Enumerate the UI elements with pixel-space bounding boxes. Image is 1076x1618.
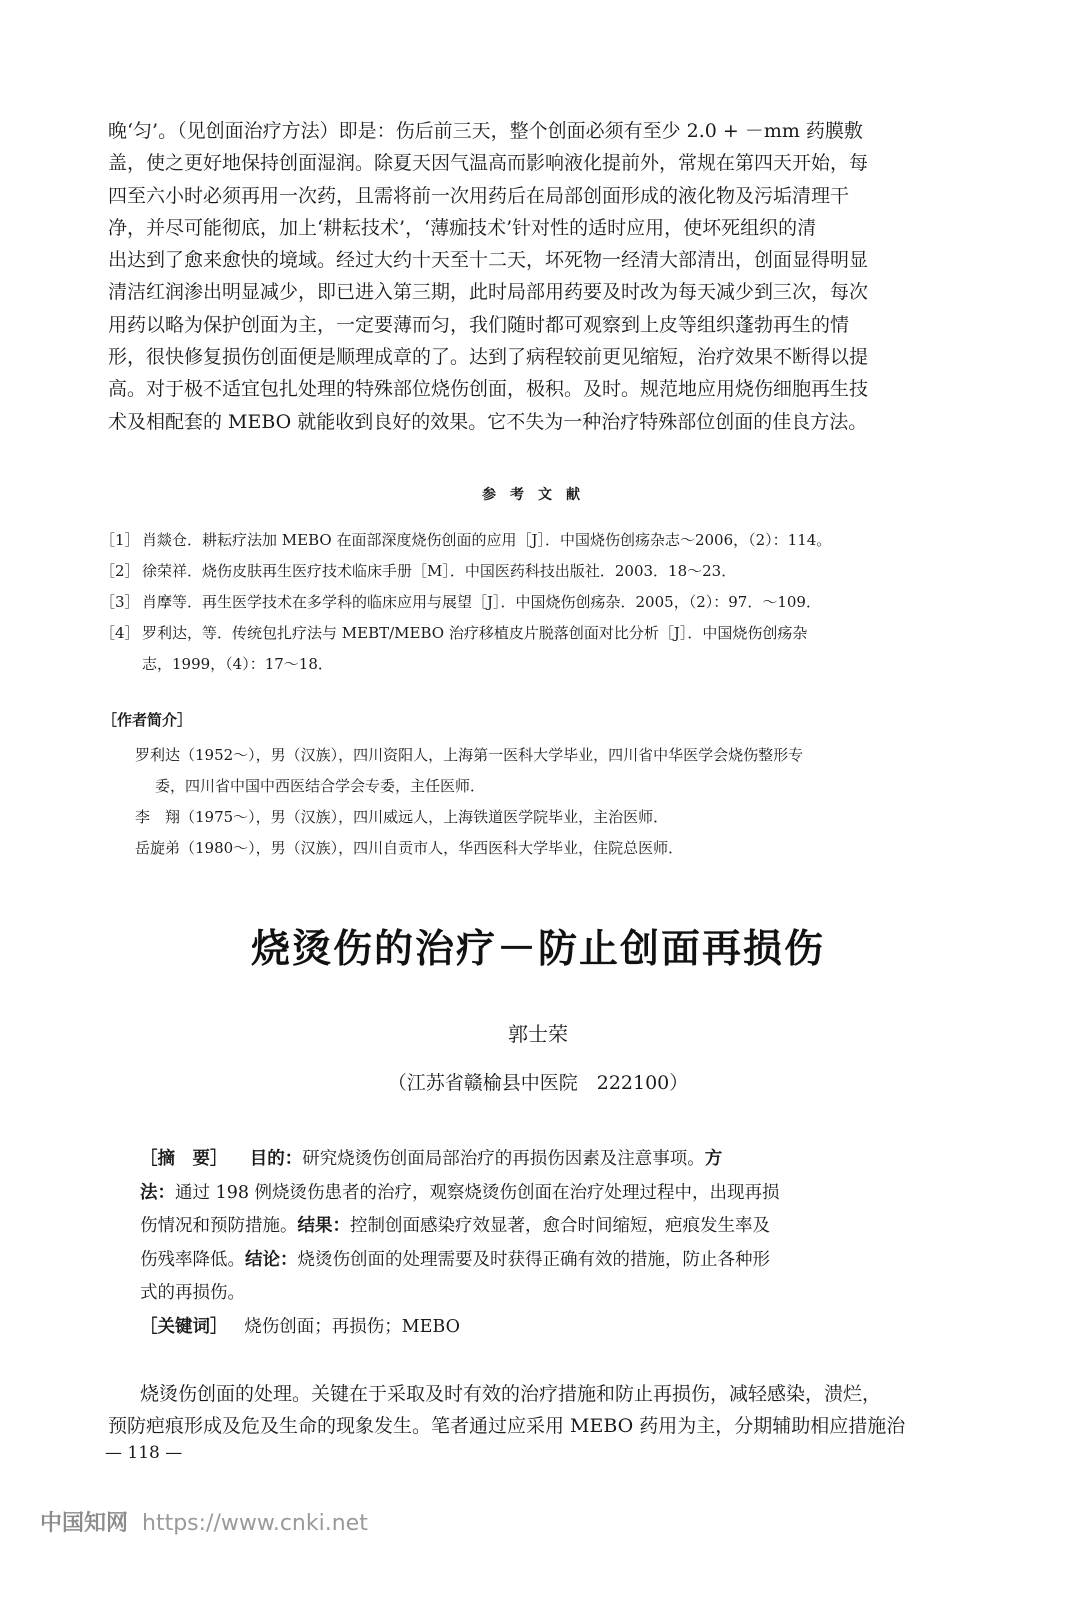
abstract-line <box>140 1277 910 1311</box>
keywords-line <box>140 1311 910 1345</box>
method-label-start: 方 <box>704 1149 723 1169</box>
abstract-line <box>140 1177 910 1211</box>
bio-line: 李 翔（1975～），男（汉族），四川威远人，上海铁道医学院毕业，主治医师． <box>135 808 669 826</box>
body-paragraph <box>108 115 966 438</box>
bio-line: 委，四川省中国中西医结合学会专委，主任医师． <box>155 777 486 795</box>
cnki-watermark <box>40 1506 368 1537</box>
reference-item <box>100 525 980 556</box>
bio-line: 罗利达（1952～），男（汉族），四川资阳人，上海第一医科大学毕业，四川省中华医学会烧伤整形专 <box>135 746 804 764</box>
reference-item <box>100 618 980 649</box>
purpose-text: 研究烧烫伤创面局部治疗的再损伤因素及注意事项。 <box>302 1149 705 1169</box>
body-line: 净，并尽可能彻底，加上‘耕耘技术’，‘薄痂技术’针对性的适时应用，使坏死组织的清 <box>108 216 817 239</box>
intro-line: 预防疤痕形成及危及生命的现象发生。笔者通过应采用 MEBO 药用为主，分期辅助相应措施治 <box>108 1415 906 1437</box>
abstract-block <box>140 1143 910 1344</box>
reference-text: 徐荣祥．烧伤皮肤再生医疗技术临床手册［M］．中国医药科技出版社．2003．18～23． <box>142 562 737 580</box>
body-line: 出达到了愈来愈快的境域。经过大约十天至十二天，坏死物一经清大部清出，创面显得明显 <box>108 249 869 272</box>
keywords-text: 烧伤创面；再损伤；MEBO <box>244 1316 460 1337</box>
reference-item <box>100 556 980 587</box>
method-text: 通过 198 例烧烫伤患者的治疗，观察烧烫伤创面在治疗处理过程中，出现再损 <box>175 1182 780 1203</box>
bio-line: 岳旋弟（1980～），男（汉族），四川自贡市人，华西医科大学毕业，住院总医师． <box>135 839 684 857</box>
abstract-line <box>140 1210 910 1244</box>
reference-item <box>100 587 980 618</box>
purpose-label: 目的： <box>249 1149 303 1169</box>
body-line: 术及相配套的 MEBO 就能收到良好的效果。它不失为一种治疗特殊部位创面的佳良方法。 <box>108 410 868 433</box>
result-label: 结果： <box>297 1216 350 1236</box>
result-text-cont: 伤残率降低。 <box>140 1249 245 1270</box>
reference-text: 罗利达，等．传统包扎疗法与 MEBT/MEBO 治疗移植皮片脱落创面对比分析［J］．中国烧伤创疡杂 <box>142 624 808 642</box>
conclusion-text: 烧烫伤创面的处理需要及时获得正确有效的措施，防止各种形 <box>297 1249 770 1270</box>
reference-text: 肖摩等．再生医学技术在多学科的临床应用与展望［J］．中国烧伤创疡杂．2005，（2）：97．～109． <box>142 593 821 611</box>
method-text-cont: 伤情况和预防措施。 <box>140 1216 298 1236</box>
method-label-end: 法： <box>140 1182 175 1203</box>
body-line: 盖，使之更好地保持创面湿润。除夏天因气温高而影响液化提前外，常规在第四天开始，每 <box>108 152 869 175</box>
intro-line: 烧烫伤创面的处理。关键在于采取及时有效的治疗措施和防止再损伤，减轻感染，溃烂， <box>140 1383 882 1405</box>
body-line: 高。对于极不适宜包扎处理的特殊部位烧伤创面，极积。及时。规范地应用烧伤细胞再生技 <box>108 378 869 401</box>
reference-text: 肖燚仓．耕耘疗法加 MEBO 在面部深度烧伤创面的应用［J］．中国烧伤创疡杂志～2006，（2）：114。 <box>142 531 832 549</box>
abstract-line <box>140 1244 910 1278</box>
reference-number: ［4］ <box>100 624 140 642</box>
references-list <box>100 525 980 680</box>
body-line: 四至六小时必须再用一次药，且需将前一次用药后在局部创面形成的液化物及污垢清理干 <box>108 184 850 207</box>
reference-number: ［1］ <box>100 531 140 549</box>
article-author: 郭士荣 <box>508 1022 568 1046</box>
page-number: — 118 — <box>105 1443 183 1463</box>
body-line: 用药以略为保护创面为主，一定要薄而匀，我们随时都可观察到上皮等组织蓬勃再生的情 <box>108 313 850 336</box>
body-line: 清洁红润渗出明显减少，即已进入第三期，此时局部用药要及时改为每天减少到三次，每次 <box>108 281 869 304</box>
article-title: 烧烫伤的治疗－防止创面再损伤 <box>250 927 825 972</box>
references-heading: 参考文献 <box>482 487 594 503</box>
intro-paragraph <box>108 1378 970 1442</box>
reference-continuation: 志，1999，（4）：17～18． <box>142 655 333 673</box>
conclusion-text-cont: 式的再损伤。 <box>140 1283 245 1303</box>
watermark-brand: 中国知网 <box>40 1511 129 1536</box>
body-line: 形，很快修复损伤创面便是顺理成章的了。达到了病程较前更见缩短，治疗效果不断得以提 <box>108 346 869 369</box>
watermark-url: https://www.cnki.net <box>142 1511 368 1536</box>
keywords-label: ［关键词］ <box>140 1316 228 1337</box>
reference-number: ［3］ <box>100 593 140 611</box>
result-text: 控制创面感染疗效显著，愈合时间缩短，疤痕发生率及 <box>350 1216 770 1236</box>
author-bios <box>135 740 965 864</box>
reference-number: ［2］ <box>100 562 140 580</box>
abstract-label: ［摘 要］ <box>140 1149 228 1169</box>
abstract-line <box>140 1143 910 1177</box>
body-line: 晚‘匀’。（见创面治疗方法）即是：伤后前三天，整个创面必须有至少 2.0 + －mm 药膜敷 <box>108 120 863 142</box>
author-bio-heading: ［作者简介］ <box>102 711 193 729</box>
conclusion-label: 结论： <box>245 1249 298 1270</box>
article-affiliation: （江苏省赣榆县中医院 222100） <box>387 1072 689 1094</box>
